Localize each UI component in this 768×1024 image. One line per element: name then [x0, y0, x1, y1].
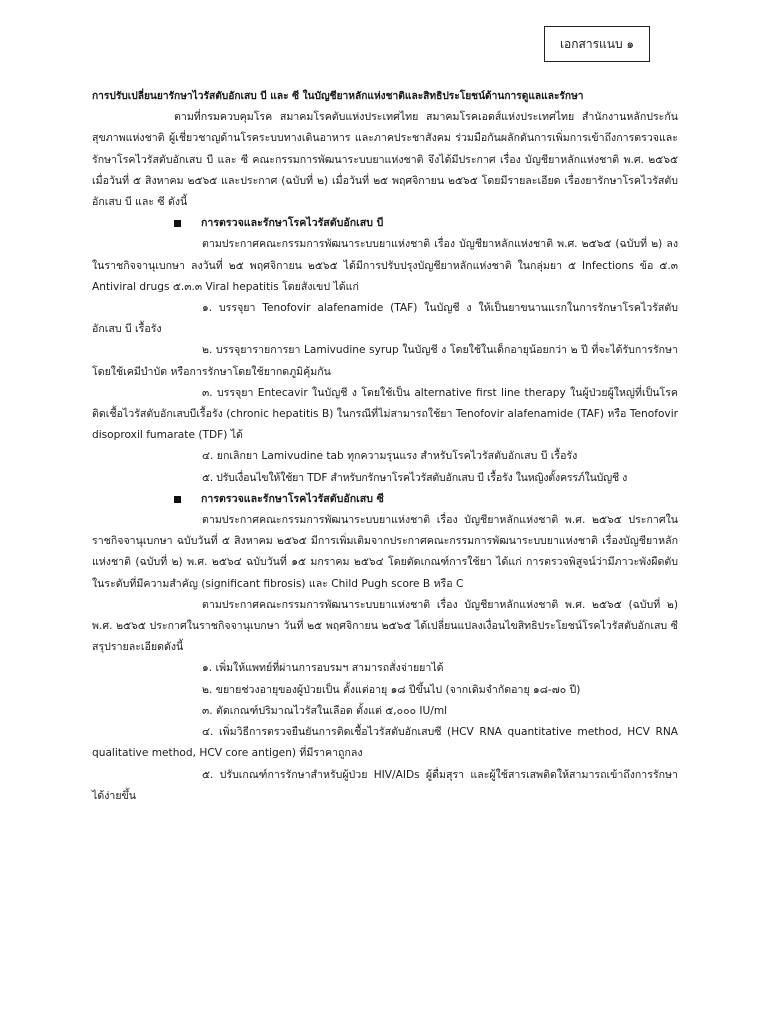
section-hep-c-paragraph-2: ตามประกาศคณะกรรมการพัฒนาระบบยาแห่งชาติ เรื่อง บัญชียาหลักแห่งชาติ พ.ศ. ๒๕๖๕ (ฉบับที่ ๒) พ.ศ. ๒๕๖๕ ประกาศในราชกิจจานุเบกษา วันที่ ๒๕ พฤศจิกายน ๒๕๖๕ ได้เปลี่ยนแปลงเงื่อนไขสิทธิประโยชน์โรคไวรัสตับอักเสบ ซี สรุปรายละเอียดดังนี้ [92, 598, 678, 654]
hep-b-item: ๕. ปรับเงื่อนไขให้ใช้ยา TDF สำหรับกรักษาโรคไวรัสตับอักเสบ บี เรื้อรัง ในหญิงตั้งครรภ์ในบัญชี ง [202, 471, 628, 484]
intro-paragraph: ตามที่กรมควบคุมโรค สมาคมโรคตับแห่งประเทศไทย สมาคมโรคเอดส์แห่งประเทศไทย สำนักงานหลักประกันสุขภาพแห่งชาติ ผู้เชี่ยวชาญด้านโรคระบบทางเดินอาหาร และภาคประชาสังคม ร่วมมือกันผลักดันการเพิ่มการเข้าถึงการตรวจและรักษาโรคไวรัสตับอักเสบ บี และ ซี คณะกรรมการพัฒนาระบบยาแห่งชาติ จึงได้มีประกาศ เรื่อง บัญชียาหลักแห่งชาติ พ.ศ. ๒๕๖๕ เมื่อวันที่ ๕ สิงหาคม ๒๕๖๕ และประกาศ (ฉบับที่ ๒) เมื่อวันที่ ๒๕ พฤศจิกายน ๒๕๖๕ โดยมีรายละเอียด เรื่องยารักษาโรคไวรัสตับอักเสบ บี และ ซี ดังนี้ [92, 111, 678, 209]
section-hep-c-paragraph-1: ตามประกาศคณะกรรมการพัฒนาระบบยาแห่งชาติ เรื่อง บัญชียาหลักแห่งชาติ พ.ศ. ๒๕๖๕ ประกาศในราชกิจจานุเบกษา ฉบับวันที่ ๕ สิงหาคม ๒๕๖๕ มีการเพิ่มเติมจากประกาศคณะกรรมการพัฒนาระบบยาแห่งชาติ เรื่องบัญชียาหลักแห่งชาติ (ฉบับที่ ๒) พ.ศ. ๒๕๖๔ ฉบับวันที่ ๑๕ มกราคม ๒๕๖๔ โดยตัดเกณฑ์การใช้ยา ได้แก่ การตรวจพิสูจน์ว่ามีภาวะพังผืดตับในระดับที่มีความสำคัญ (significant fibrosis) และ Child Pugh score B หรือ C [92, 514, 678, 590]
hep-b-item: ๒. บรรจุยารายการยา Lamivudine syrup ในบัญชี ง โดยใช้ในเด็กอายุน้อยกว่า ๒ ปี ที่จะได้รับการรักษาโดยใช้เคมีบำบัด หรือการรักษาโดยใช้ยากดภูมิคุ้มกัน [92, 344, 678, 378]
section-hep-b-heading [174, 213, 678, 234]
section-hep-c-heading-text: การตรวจและรักษาโรคไวรัสตับอักเสบ ซี [201, 492, 384, 505]
hep-b-item: ๑. บรรจุยา Tenofovir alafenamide (TAF) ในบัญชี ง ให้เป็นยาขนานแรกในการรักษาโรคไวรัสตับอักเสบ บี เรื้อรัง [92, 302, 678, 336]
document-title: การปรับเปลี่ยนยารักษาไวรัสตับอักเสบ บี และ ซี ในบัญชียาหลักแห่งชาติและสิทธิประโยชน์ด้านการดูแลและรักษา [92, 91, 584, 102]
section-hep-b-paragraph: ตามประกาศคณะกรรมการพัฒนาระบบยาแห่งชาติ เรื่อง บัญชียาหลักแห่งชาติ พ.ศ. ๒๕๖๕ (ฉบับที่ ๒) ลงในราชกิจจานุเบกษา ลงวันที่ ๒๕ พฤศจิกายน ๒๕๖๕ ได้มีการปรับปรุงบัญชียาหลักแห่งชาติ ในกลุ่มยา ๕ Infections ข้อ ๕.๓ Antiviral drugs ๕.๓.๓ Viral hepatitis โดยสังเขป ได้แก่ [92, 238, 678, 293]
hep-c-item: ๔. เพิ่มวิธีการตรวจยืนยันการติดเชื้อไวรัสตับอักเสบซี (HCV RNA quantitative method, HCV RNA qualitative method, HCV core antigen) ที่มีราคาถูกลง [92, 726, 678, 760]
square-bullet-icon [174, 496, 181, 503]
section-hep-c-heading [174, 489, 678, 510]
square-bullet-icon [174, 220, 181, 227]
section-hep-b-heading-text: การตรวจและรักษาโรคไวรัสตับอักเสบ บี [201, 217, 384, 230]
attachment-label: เอกสารแนบ ๑ [544, 26, 650, 62]
hep-b-item: ๓. บรรจุยา Entecavir ในบัญชี ง โดยใช้เป็น alternative first line therapy ในผู้ป่วยผู้ใหญ่ที่เป็นโรคติดเชื้อไวรัสตับอักเสบบีเรื้อรัง (chronic hepatitis B) ในกรณีที่ไม่สามารถใช้ยา Tenofovir alafenamide (TAF) หรือ Tenofovir disoproxil fumarate (TDF) ได้ [92, 386, 678, 442]
hep-c-item: ๑. เพิ่มให้แพทย์ที่ผ่านการอบรมฯ สามารถสั่งจ่ายยาได้ [202, 662, 444, 675]
hep-c-item: ๓. ตัดเกณฑ์ปริมาณไวรัสในเลือด ตั้งแต่ ๕,๐๐๐ IU/ml [202, 704, 448, 717]
hep-c-item: ๕. ปรับเกณฑ์การรักษาสำหรับผู้ป่วย HIV/AIDs ผู้ดื่มสุรา และผู้ใช้สารเสพติดให้สามารถเข้าถึงการรักษาได้ง่ายขึ้น [92, 768, 678, 802]
hep-b-item: ๔. ยกเลิกยา Lamivudine tab ทุกความรุนแรง สำหรับโรคไวรัสตับอักเสบ บี เรื้อรัง [202, 450, 578, 463]
document-body [92, 86, 678, 807]
hep-c-item: ๒. ขยายช่วงอายุของผู้ป่วยเป็น ตั้งแต่อายุ ๑๘ ปีขึ้นไป (จากเดิมจำกัดอายุ ๑๘-๗๐ ปี) [202, 683, 581, 696]
